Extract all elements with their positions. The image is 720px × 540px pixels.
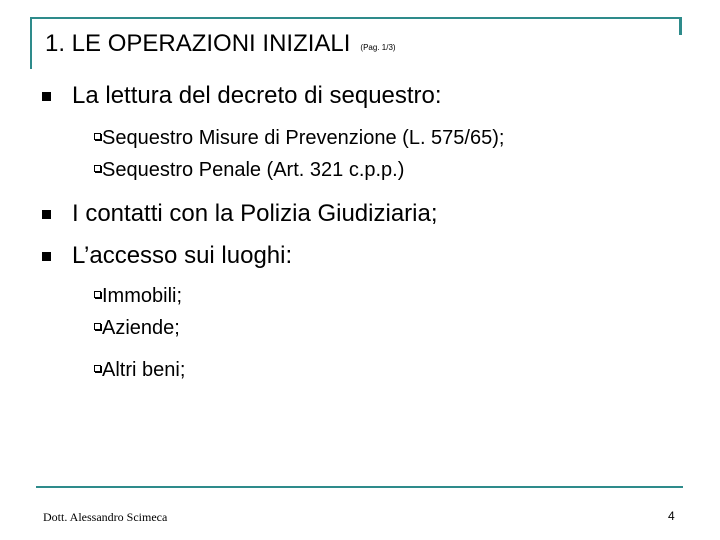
hollow-square-bullet-icon [94, 365, 101, 372]
page-number: 4 [668, 509, 675, 523]
square-bullet-icon [42, 92, 51, 101]
hollow-square-bullet-icon [94, 133, 101, 140]
bullet-item-label: La lettura del decreto di sequestro: [72, 82, 442, 109]
sub-item-label: Aziende; [102, 317, 180, 339]
page-note: (Pag. 1/3) [360, 43, 396, 52]
slide-title-text: 1. LE OPERAZIONI INIZIALI [45, 30, 351, 57]
sub-item-label: Immobili; [102, 285, 183, 307]
sub-item-label: Sequestro Penale (Art. 321 c.p.p.) [102, 159, 405, 181]
footer-divider [36, 486, 683, 488]
square-bullet-icon [42, 210, 51, 219]
bullet-item-label: L’accesso sui luoghi: [72, 242, 293, 269]
hollow-square-bullet-icon [94, 323, 101, 330]
sub-item-label: Sequestro Misure di Prevenzione (L. 575/65); [102, 127, 505, 149]
hollow-square-bullet-icon [94, 165, 101, 172]
hollow-square-bullet-icon [94, 291, 101, 298]
bullet-item-label: I contatti con la Polizia Giudiziaria; [72, 200, 438, 227]
slide-title [45, 29, 396, 64]
square-bullet-icon [42, 252, 51, 261]
sub-item-label: Altri beni; [102, 359, 186, 381]
footer-author: Dott. Alessandro Scimeca [43, 510, 168, 524]
